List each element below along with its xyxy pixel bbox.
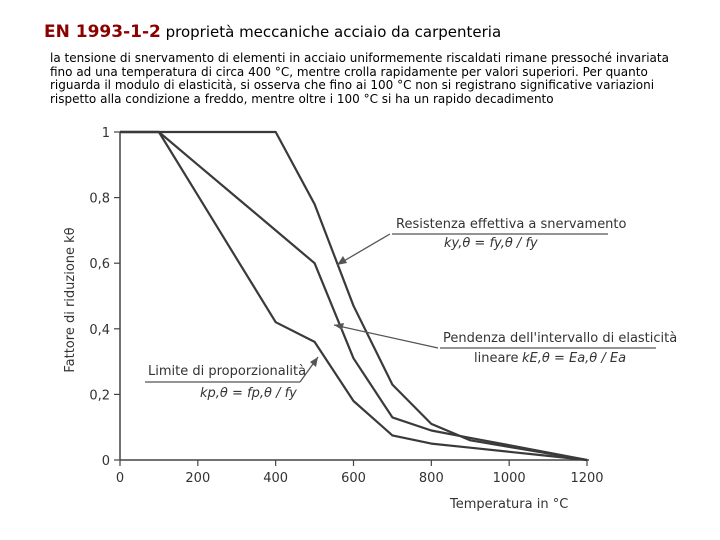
title-code: EN 1993-1-2: [44, 22, 161, 42]
label-elastic-slope: Pendenza dell'intervallo di elasticità: [443, 331, 678, 346]
description-line: fino ad una temperatura di circa 400 °C, mentre crolla rapidamente per valori superiori. Per quanto: [50, 64, 648, 79]
x-tick-label: 400: [263, 471, 289, 486]
y-tick-label: 0,6: [89, 257, 110, 273]
label-proportional-limit: Limite di proporzionalità: [148, 364, 307, 379]
description-line: riguarda il modulo di elasticità, si osserva che fino ai 100 °C non si registrano significative variazioni: [50, 78, 655, 92]
label-elastic-slope-cont: lineare: [474, 351, 519, 366]
formula-elastic-slope: kE,θ = Ea,θ / Ea: [522, 351, 627, 366]
y-tick-label: 0: [101, 454, 110, 469]
y-tick-label: 0,4: [89, 322, 110, 338]
chart-ticks: [89, 126, 603, 486]
y-axis-label: Fattore di riduzione kθ: [63, 227, 78, 373]
x-tick-label: 200: [185, 471, 211, 486]
title-text: proprietà meccaniche acciaio da carpenteria: [160, 23, 502, 41]
x-axis-label: Temperatura in °C: [450, 497, 569, 512]
x-tick-label: 0: [115, 471, 125, 486]
y-tick-label: 0,8: [89, 191, 110, 207]
description-line: rispetto alla condizione a freddo, mentre oltre i 100 °C si ha un rapido decadimento: [50, 91, 554, 106]
x-tick-label: 1200: [570, 471, 604, 486]
formula-yield-strength: ky,θ = fy,θ / fy: [444, 236, 538, 251]
x-tick-label: 600: [341, 471, 366, 486]
description-line: la tensione di snervamento di elementi in acciaio uniformemente riscaldati rimane pressoché invariata: [50, 51, 669, 65]
arrow-yield-strength: [337, 256, 347, 265]
x-tick-label: 1000: [492, 471, 526, 486]
y-tick-label: 1: [101, 126, 110, 141]
y-tick-label: 0,2: [89, 388, 110, 404]
label-yield-strength: Resistenza effettiva a snervamento: [396, 217, 627, 232]
formula-proportional-limit: kp,θ = fp,θ / fy: [200, 386, 297, 401]
leader-elastic-slope: [334, 325, 438, 348]
series-line-proportional-limit: [120, 132, 587, 460]
x-tick-label: 800: [418, 471, 444, 486]
chart-series: [120, 132, 587, 460]
